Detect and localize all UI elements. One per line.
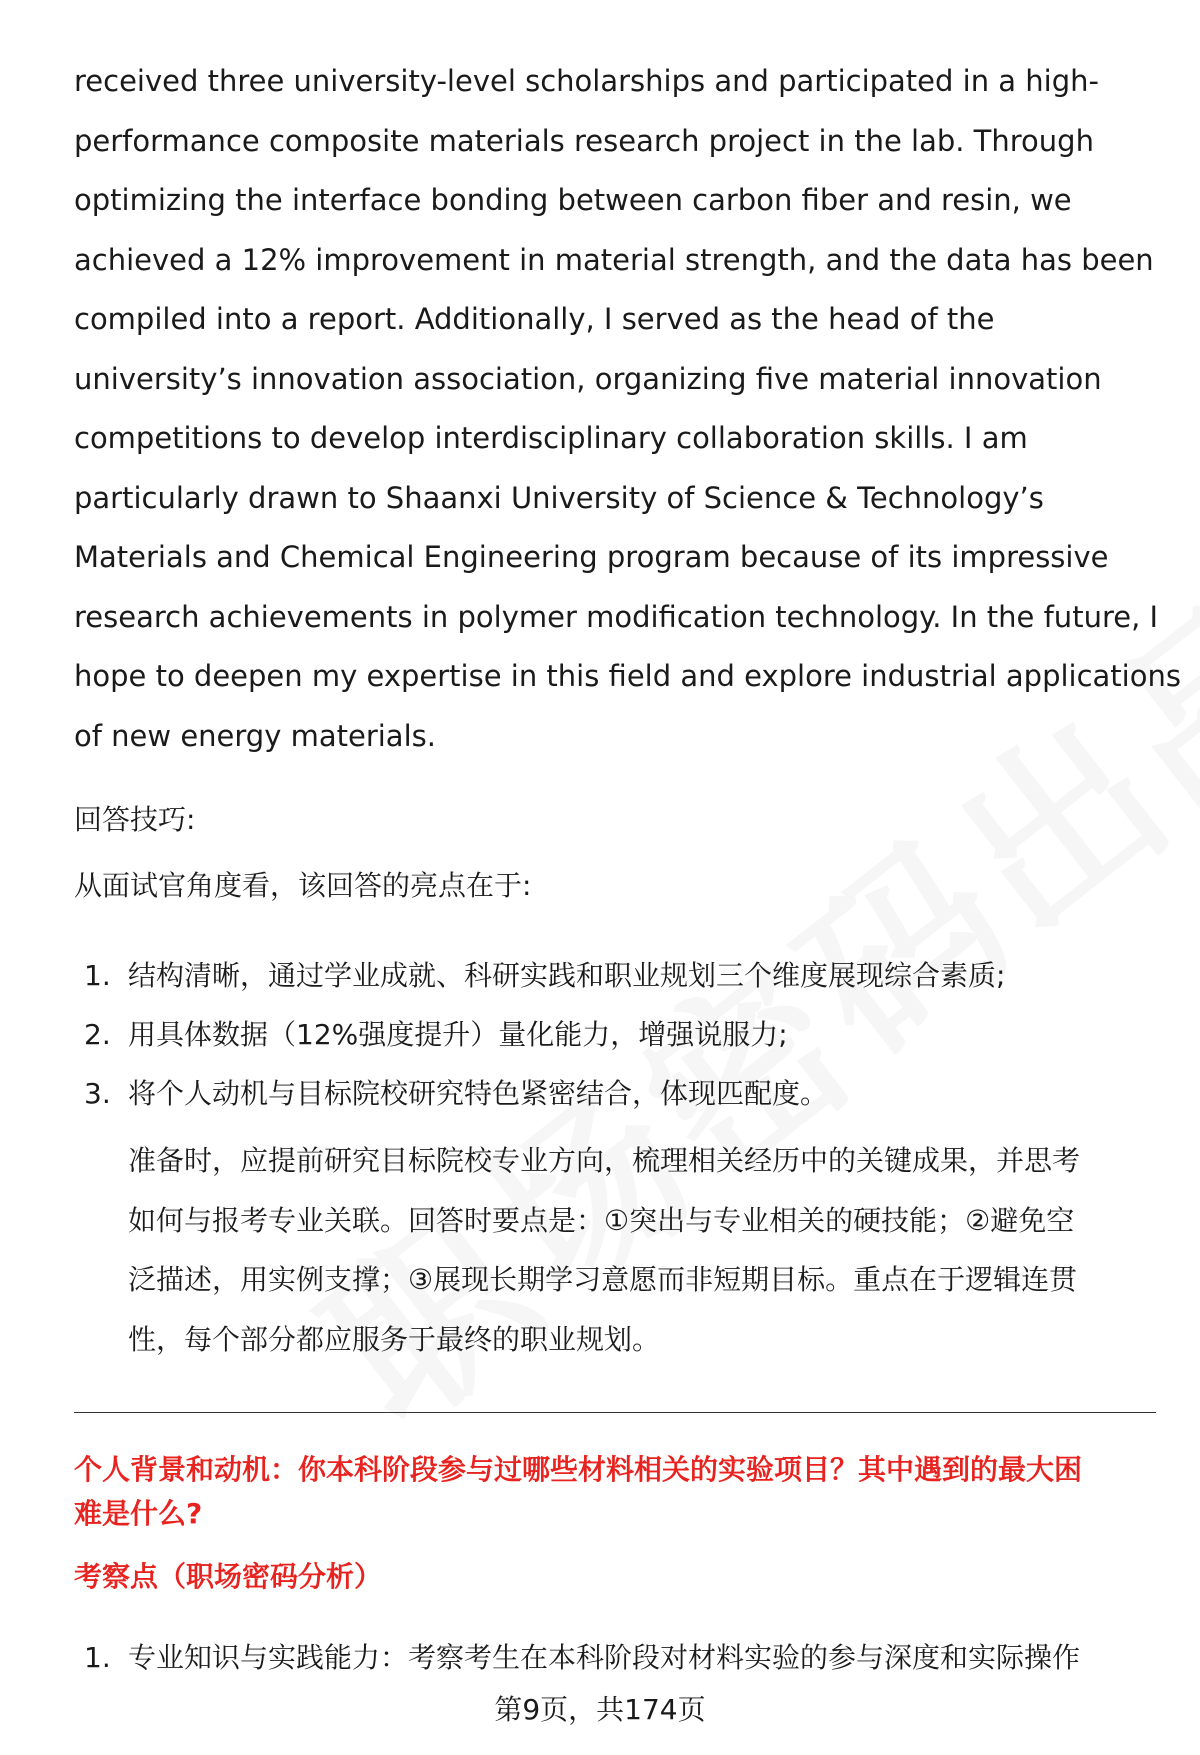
- list-number: 1.: [84, 1641, 111, 1674]
- paragraph-line: of new energy materials.: [74, 718, 436, 753]
- paragraph-line: particularly drawn to Shaanxi University of Science & Technology’s: [74, 480, 1044, 515]
- list-text: 结构清晰，通过学业成就、科研实践和职业规划三个维度展现综合素质;: [128, 959, 1006, 992]
- list-number: 2.: [84, 1018, 111, 1051]
- paragraph-line: competitions to develop interdisciplinary collaboration skills. I am: [74, 421, 1028, 455]
- note-line: 如何与报考专业关联。回答时要点是：①突出与专业相关的硬技能；②避免空: [128, 1203, 1075, 1237]
- list-text: 用具体数据（12%强度提升）量化能力，增强说服力;: [128, 1018, 788, 1051]
- paragraph-line: received three university-level scholarships and participated in a high-: [74, 64, 1099, 98]
- list-number: 3.: [84, 1077, 111, 1110]
- paragraph-line: research achievements in polymer modification technology. In the future, I: [74, 599, 1159, 634]
- list-item: [74, 956, 1156, 996]
- question-title-line: 个人背景和动机：你本科阶段参与过哪些材料相关的实验项目？其中遇到的最大困: [74, 1453, 1083, 1486]
- tips-list: [74, 956, 1156, 1133]
- section-divider: [74, 1412, 1156, 1413]
- note-line: 准备时，应提前研究目标院校专业方向，梳理相关经历中的关键成果，并思考: [128, 1144, 1081, 1177]
- paragraph-line: achieved a 12% improvement in material strength, and the data has been: [74, 242, 1154, 277]
- note-line: 性，每个部分都应服务于最终的职业规划。: [128, 1322, 661, 1356]
- paragraph-line: hope to deepen my expertise in this field and explore industrial applications: [74, 659, 1181, 693]
- list-item: [74, 1074, 1156, 1114]
- focus-heading: 考察点（职场密码分析）: [74, 1560, 383, 1593]
- question-title-line: 难是什么?: [74, 1497, 203, 1530]
- question-title: [74, 1448, 1156, 1536]
- answer-paragraph: [74, 52, 1181, 766]
- paragraph-line: university’s innovation association, organizing five material innovation: [74, 361, 1102, 396]
- page-footer: 第9页，共174页: [494, 1693, 706, 1726]
- tips-note: [128, 1131, 1156, 1369]
- tips-heading: 回答技巧:: [74, 803, 196, 836]
- list-number: 1.: [84, 959, 111, 992]
- paragraph-line: compiled into a report. Additionally, I served as the head of the: [74, 302, 995, 336]
- list-item: [74, 1015, 1156, 1055]
- list-text: 专业知识与实践能力：考察考生在本科阶段对材料实验的参与深度和实际操作: [128, 1641, 1081, 1674]
- paragraph-line: Materials and Chemical Engineering program because of its impressive: [74, 540, 1109, 574]
- note-line: 泛描述，用实例支撑；③展现长期学习意愿而非短期目标。重点在于逻辑连贯: [128, 1263, 1078, 1296]
- list-text: 将个人动机与目标院校研究特色紧密结合，体现匹配度。: [128, 1077, 829, 1110]
- paragraph-line: optimizing the interface bonding between carbon fiber and resin, we: [74, 183, 1072, 217]
- list-item: [74, 1638, 1156, 1678]
- tips-intro: 从面试官角度看，该回答的亮点在于:: [74, 869, 532, 902]
- focus-list: [74, 1638, 1156, 1697]
- paragraph-line: performance composite materials research project in the lab. Through: [74, 123, 1094, 158]
